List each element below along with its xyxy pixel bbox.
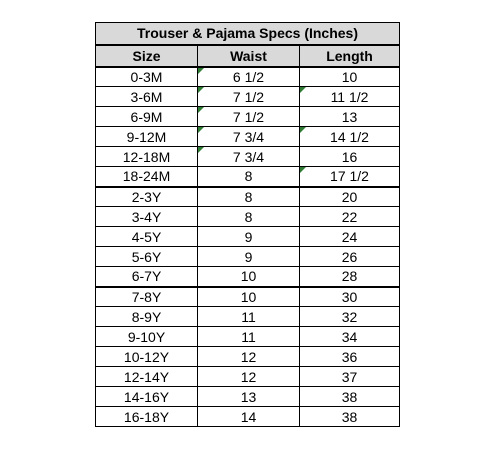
- cell-length: 24: [300, 227, 400, 247]
- cell-length: 38: [300, 387, 400, 407]
- table-title-row: [96, 23, 400, 45]
- error-flag-icon: [198, 147, 204, 153]
- spec-table-container: [95, 22, 399, 427]
- cell-length-value: 11 1/2: [330, 88, 369, 105]
- table-row: [96, 327, 400, 347]
- cell-waist: [198, 67, 300, 87]
- cell-length-value: 14 1/2: [330, 128, 369, 145]
- cell-waist: 9: [198, 227, 300, 247]
- cell-waist-value: 6 1/2: [232, 68, 265, 85]
- table-row: [96, 407, 400, 427]
- cell-waist: 9: [198, 247, 300, 267]
- cell-size: 4-5Y: [96, 227, 198, 247]
- table-row: [96, 267, 400, 287]
- cell-size: 14-16Y: [96, 387, 198, 407]
- table-row: [96, 107, 400, 127]
- cell-length: 22: [300, 207, 400, 227]
- cell-waist: 8: [198, 207, 300, 227]
- error-flag-icon: [198, 68, 204, 74]
- cell-length: 36: [300, 347, 400, 367]
- cell-length: 34: [300, 327, 400, 347]
- cell-waist: 13: [198, 387, 300, 407]
- cell-size: 3-6M: [96, 87, 198, 107]
- header-size: Size: [96, 45, 198, 67]
- table-row: [96, 187, 400, 207]
- cell-length: 10: [300, 67, 400, 87]
- table-row: [96, 207, 400, 227]
- cell-length: 28: [300, 267, 400, 287]
- table-row: [96, 387, 400, 407]
- trouser-pajama-spec-table: [95, 22, 400, 427]
- table-row: [96, 147, 400, 167]
- table-row: [96, 307, 400, 327]
- table-title: Trouser & Pajama Specs (Inches): [96, 23, 400, 45]
- cell-length: 13: [300, 107, 400, 127]
- cell-size: 6-7Y: [96, 267, 198, 287]
- cell-waist: 11: [198, 327, 300, 347]
- table-row: [96, 367, 400, 387]
- table-row: [96, 167, 400, 187]
- error-flag-icon: [198, 87, 204, 93]
- cell-size: 9-10Y: [96, 327, 198, 347]
- cell-waist-value: 7 1/2: [232, 108, 265, 125]
- cell-waist: [198, 147, 300, 167]
- table-row: [96, 127, 400, 147]
- cell-waist: 10: [198, 287, 300, 307]
- cell-length: [300, 167, 400, 187]
- table-row: [96, 87, 400, 107]
- cell-size: 18-24M: [96, 167, 198, 187]
- cell-length: 16: [300, 147, 400, 167]
- cell-size: 10-12Y: [96, 347, 198, 367]
- cell-length: 30: [300, 287, 400, 307]
- cell-waist: [198, 107, 300, 127]
- table-row: [96, 227, 400, 247]
- cell-waist: 8: [198, 167, 300, 187]
- cell-length: [300, 87, 400, 107]
- error-flag-icon: [300, 167, 306, 173]
- table-row: [96, 67, 400, 87]
- cell-waist-value: 7 3/4: [232, 148, 265, 165]
- error-flag-icon: [198, 107, 204, 113]
- cell-length-value: 17 1/2: [330, 168, 369, 185]
- cell-size: 16-18Y: [96, 407, 198, 427]
- cell-size: 3-4Y: [96, 207, 198, 227]
- cell-length: 26: [300, 247, 400, 267]
- cell-waist: 12: [198, 367, 300, 387]
- cell-size: 12-18M: [96, 147, 198, 167]
- error-flag-icon: [198, 127, 204, 133]
- cell-waist-value: 7 3/4: [232, 128, 265, 145]
- header-waist: Waist: [198, 45, 300, 67]
- cell-size: 5-6Y: [96, 247, 198, 267]
- table-row: [96, 287, 400, 307]
- cell-size: 8-9Y: [96, 307, 198, 327]
- cell-waist: 12: [198, 347, 300, 367]
- cell-size: 0-3M: [96, 67, 198, 87]
- cell-length: 37: [300, 367, 400, 387]
- cell-size: 12-14Y: [96, 367, 198, 387]
- cell-size: 6-9M: [96, 107, 198, 127]
- error-flag-icon: [300, 87, 306, 93]
- cell-waist: 14: [198, 407, 300, 427]
- cell-size: 7-8Y: [96, 287, 198, 307]
- table-row: [96, 347, 400, 367]
- cell-length: 20: [300, 187, 400, 207]
- table-row: [96, 247, 400, 267]
- cell-length: [300, 127, 400, 147]
- cell-waist: 11: [198, 307, 300, 327]
- error-flag-icon: [300, 127, 306, 133]
- cell-length: 38: [300, 407, 400, 427]
- cell-waist: [198, 87, 300, 107]
- cell-waist-value: 7 1/2: [232, 88, 265, 105]
- cell-waist: [198, 127, 300, 147]
- cell-size: 9-12M: [96, 127, 198, 147]
- table-header-row: [96, 45, 400, 67]
- cell-waist: 10: [198, 267, 300, 287]
- cell-size: 2-3Y: [96, 187, 198, 207]
- header-length: Length: [300, 45, 400, 67]
- cell-length: 32: [300, 307, 400, 327]
- cell-waist: 8: [198, 187, 300, 207]
